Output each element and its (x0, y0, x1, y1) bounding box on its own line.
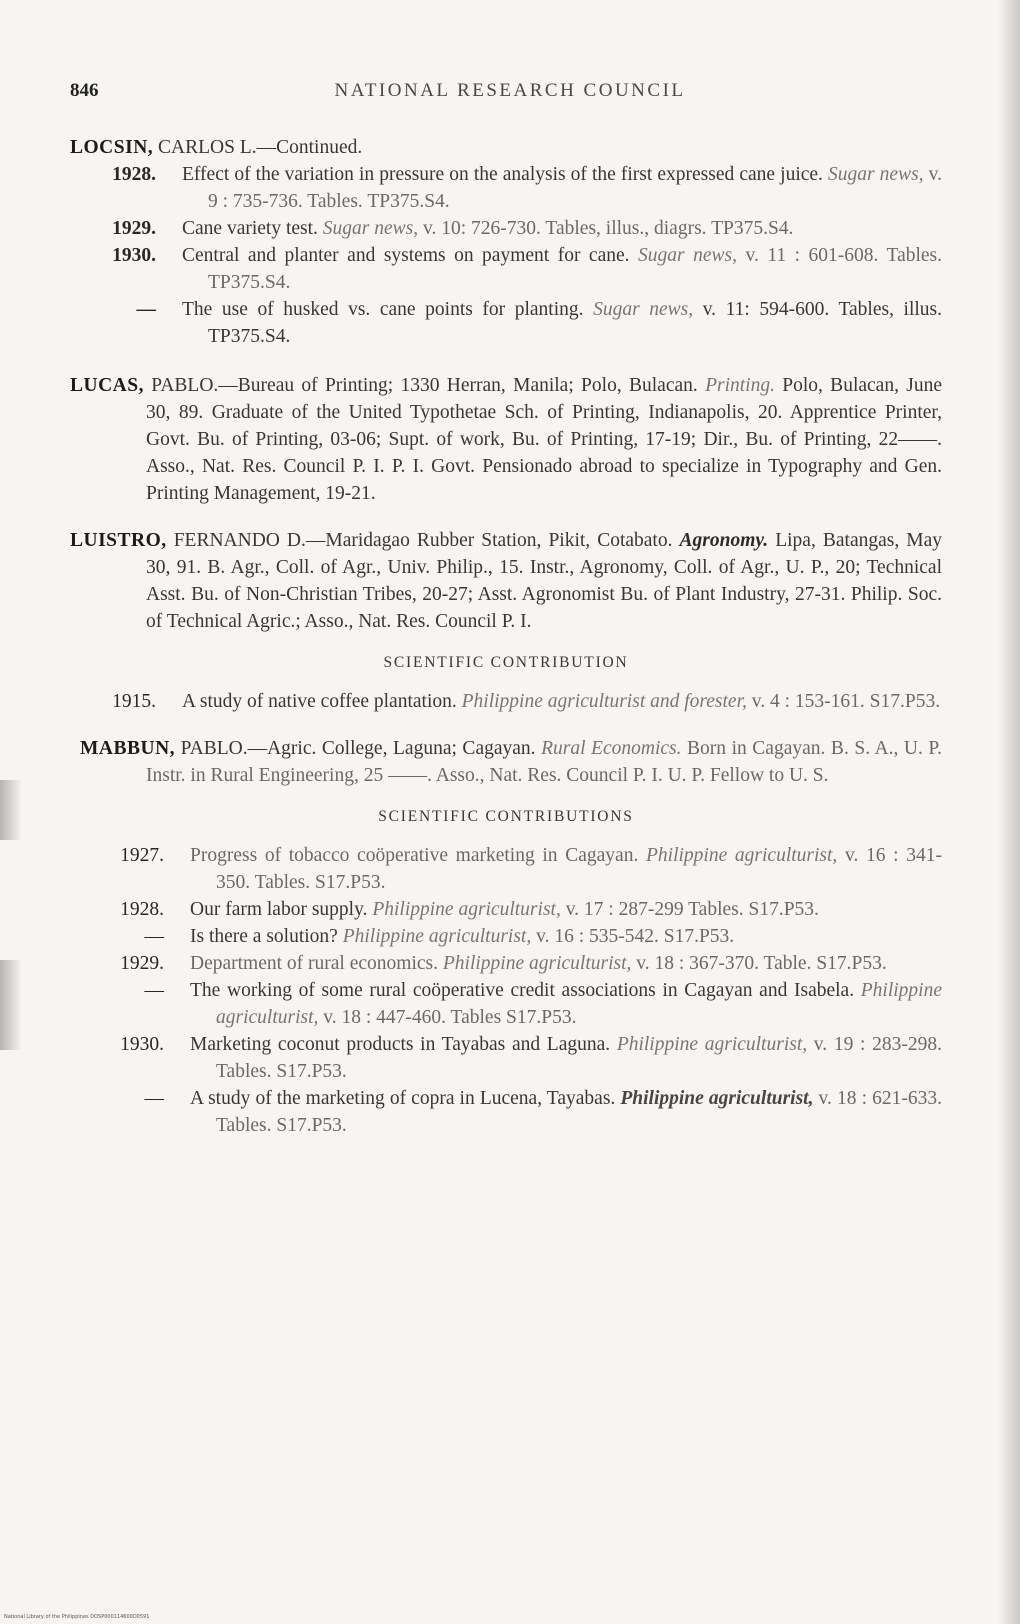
journal-title: Sugar news, (828, 164, 924, 185)
surname: MABBUN, (80, 738, 176, 759)
section-heading: SCIENTIFIC CONTRIBUTIONS (378, 808, 634, 825)
year: 1928. (112, 164, 156, 185)
list-item (110, 842, 942, 896)
list-item (110, 977, 942, 1031)
journal-title: Philippine agriculturist, (342, 926, 532, 947)
entry-paragraph: LUCAS, PABLO.—Bureau of Printing; 1330 Herran, Manila; Polo, Bulacan. Printing. Polo, Bulacan, June 30, 89. Graduate of the United Typothetae Sch. of Printing, Indianapolis, 20. Apprentice Printer, Govt. Bu. of Printing, 03-06; Supt. of work, Bu. of Printing, 17-19; Dir., Bu. of Printing, 22——. Asso., Nat. Res. Council P. I. P. I. Govt. Pensionado abroad to specialize in Typography and Gen. Printing Management, 19-21. (70, 375, 942, 504)
field-label: Agronomy. (679, 530, 769, 551)
list-item (110, 896, 942, 923)
list-item (110, 950, 942, 977)
year: 1915. (112, 691, 156, 712)
year: — (144, 980, 164, 1001)
scan-footer-credit: National Library of the Philippines DOSP000114600D0591 (4, 1614, 150, 1620)
list-item (102, 215, 942, 242)
surname: LOCSIN, (70, 137, 154, 158)
page-edge-shadow (998, 0, 1020, 1624)
list-item (110, 923, 942, 950)
journal-title: Philippine agriculturist, (646, 845, 838, 866)
citation: Marketing coconut products in Tayabas and Laguna. Philippine agriculturist, v. 19 : 283-298. Tables. S17.P53. (190, 1034, 942, 1082)
entry-locsin (70, 134, 942, 350)
citation: The working of some rural coöperative credit associations in Cagayan and Isabela. Philippine agriculturist, v. 18 : 447-460. Tables S17.P53. (190, 980, 942, 1028)
year: — (144, 1088, 164, 1109)
field-label: Rural Economics. (541, 738, 682, 759)
journal-title: Sugar news, (322, 218, 419, 239)
year: — (144, 926, 164, 947)
list-item (102, 161, 942, 215)
citation: Department of rural economics. Philippine agriculturist, v. 18 : 367-370. Table. S17.P53. (190, 953, 887, 974)
list-item (110, 1031, 942, 1085)
entry-paragraph: MABBUN, PABLO.—Agric. College, Laguna; Cagayan. Rural Economics. Born in Cagayan. B. S. A., U. P. Instr. in Rural Engineering, 25 ——. Asso., Nat. Res. Council P. I. U. P. Fellow to U. S. (80, 738, 942, 786)
scan-artifact (0, 780, 22, 840)
citation: Is there a solution? Philippine agriculturist, v. 16 : 535-542. S17.P53. (190, 926, 735, 947)
citation: A study of native coffee plantation. Philippine agriculturist and forester, v. 4 : 153-161. S17.P53. (182, 691, 941, 712)
citation: Effect of the variation in pressure on the analysis of the first expressed cane juice. Sugar news, v. 9 : 735-736. Tables. TP375.S4. (182, 164, 942, 212)
entry-heading-text: CARLOS L.—Continued. (153, 137, 363, 158)
year: 1929. (112, 218, 156, 239)
journal-title: Philippine agriculturist and forester, (461, 691, 747, 712)
year: — (136, 299, 156, 320)
year: 1928. (120, 899, 164, 920)
citation: The use of husked vs. cane points for planting. Sugar news, v. 11: 594-600. Tables, illus. TP375.S4. (182, 299, 943, 347)
entry-lucas (70, 372, 942, 507)
journal-title: Philippine agriculturist, (442, 953, 632, 974)
journal-title: Philippine agriculturist, (372, 899, 561, 920)
journal-title: Sugar news, (593, 299, 694, 320)
citation: Central and planter and systems on payment for cane. Sugar news, v. 11 : 601-608. Tables. TP375.S4. (182, 245, 943, 293)
running-head: NATIONAL RESEARCH COUNCIL (334, 80, 686, 101)
entry-heading (70, 134, 942, 161)
list-item (102, 242, 942, 296)
citation: Progress of tobacco coöperative marketing in Cagayan. Philippine agriculturist, v. 16 : 341-350. Tables. S17.P53. (190, 845, 942, 893)
entry-luistro (70, 527, 942, 715)
page-number: 846 (70, 80, 99, 101)
list-item (102, 296, 942, 350)
page-body (70, 134, 942, 1153)
year: 1927. (120, 845, 164, 866)
journal-title: Philippine agriculturist, (216, 980, 942, 1028)
year: 1930. (112, 245, 156, 266)
year: 1930. (120, 1034, 164, 1055)
entry-paragraph: LUISTRO, FERNANDO D.—Maridagao Rubber Station, Pikit, Cotabato. Agronomy. Lipa, Batangas, May 30, 91. B. Agr., Coll. of Agr., Univ. Philip., 15. Instr., Agronomy, Coll. of Agr., U. P., 20; Technical Asst. Bu. of Non-Christian Tribes, 20-27; Asst. Agronomist Bu. of Plant Industry, 27-31. Philip. Soc. of Technical Agric.; Asso., Nat. Res. Council P. I. (70, 530, 942, 632)
field-label: Printing. (705, 375, 775, 396)
list-item (110, 1085, 942, 1139)
scan-artifact (0, 960, 22, 1050)
year: 1929. (120, 953, 164, 974)
surname: LUCAS, (70, 375, 144, 396)
journal-title: Philippine agriculturist, (616, 1034, 808, 1055)
surname: LUISTRO, (70, 530, 167, 551)
page-header (70, 80, 950, 110)
entry-mabbun (70, 735, 942, 1139)
citation: Cane variety test. Sugar news, v. 10: 726-730. Tables, illus., diagrs. TP375.S4. (182, 218, 794, 239)
citation: Our farm labor supply. Philippine agriculturist, v. 17 : 287-299 Tables. S17.P53. (190, 899, 819, 920)
journal-title: Sugar news, (638, 245, 737, 266)
citation: A study of the marketing of copra in Lucena, Tayabas. Philippine agriculturist, v. 18 : 621-633. Tables. S17.P53. (190, 1088, 942, 1136)
section-heading: SCIENTIFIC CONTRIBUTION (383, 654, 629, 671)
journal-title: Philippine agriculturist, (620, 1088, 814, 1109)
list-item (102, 688, 942, 715)
